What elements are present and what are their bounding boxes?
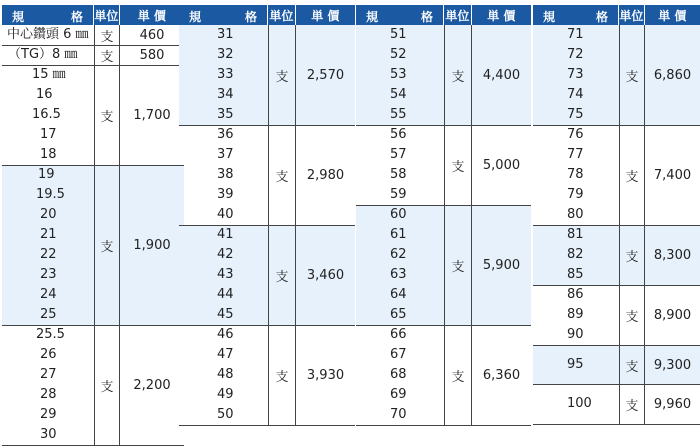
price-cell: 9,960 <box>644 385 700 424</box>
size-cell: 86 <box>567 287 584 302</box>
size-cell: 22 <box>40 247 57 262</box>
size-cell: 72 <box>567 47 584 62</box>
price-cell: 6,860 <box>644 25 700 125</box>
unit-cell: 支 <box>94 66 119 165</box>
unit-cell: 支 <box>619 346 644 384</box>
unit-cell: 支 <box>94 46 119 65</box>
size-cell: 68 <box>390 367 407 382</box>
header-price: 単 價 <box>487 8 516 23</box>
size-cell: 32 <box>217 47 234 62</box>
header-spec-left: 規 <box>189 10 202 24</box>
size-cell: 48 <box>217 367 234 382</box>
unit-cell: 支 <box>619 286 644 345</box>
size-cell: 24 <box>40 287 57 302</box>
size-cell: 44 <box>217 287 234 302</box>
size-cell: 42 <box>217 247 234 262</box>
unit-cell: 支 <box>94 166 119 325</box>
size-cell: 36 <box>217 127 234 142</box>
unit-cell: 支 <box>268 25 295 125</box>
table-header <box>2 5 184 25</box>
price-cell: 1,900 <box>119 166 184 325</box>
size-cell: 71 <box>567 27 584 42</box>
size-cell: 64 <box>390 287 407 302</box>
size-cell: 80 <box>567 207 584 222</box>
size-cell: 51 <box>390 27 407 42</box>
price-cell: 3,930 <box>295 326 355 425</box>
size-cell: 21 <box>40 227 57 242</box>
size-cell: 100 <box>567 396 592 411</box>
size-cell: 23 <box>40 267 57 282</box>
size-cell: 79 <box>567 187 584 202</box>
size-cell: 43 <box>217 267 234 282</box>
size-cell: 28 <box>40 387 57 402</box>
table-header <box>533 5 700 25</box>
unit-cell: 支 <box>619 226 644 285</box>
header-unit: 単位 <box>94 5 120 25</box>
size-cell: 18 <box>40 147 57 162</box>
size-cell: 61 <box>390 227 407 242</box>
price-cell: 6,360 <box>471 326 531 425</box>
header-spec-left: 規 <box>366 10 379 24</box>
price-cell: 3,460 <box>295 226 355 325</box>
unit-cell: 支 <box>268 126 295 225</box>
size-cell: 62 <box>390 247 407 262</box>
size-cell: 34 <box>217 87 234 102</box>
size-cell: 65 <box>390 307 407 322</box>
size-cell: 33 <box>217 67 234 82</box>
table-body <box>356 25 531 426</box>
unit-cell: 支 <box>444 25 471 125</box>
header-spec-right: 格 <box>244 10 257 24</box>
size-cell: 63 <box>390 267 407 282</box>
price-table-1 <box>2 5 184 446</box>
price-cell: 460 <box>119 25 184 45</box>
price-table-4 <box>533 5 700 425</box>
size-cell: 76 <box>567 127 584 142</box>
unit-cell: 支 <box>268 326 295 425</box>
size-cell: （TG）8 ㎜ <box>8 47 78 62</box>
size-cell: 49 <box>217 387 234 402</box>
size-cell: 19 <box>38 167 55 182</box>
size-cell: 30 <box>40 427 57 442</box>
size-cell: 35 <box>217 107 234 122</box>
size-cell: 37 <box>217 147 234 162</box>
size-cell: 78 <box>567 167 584 182</box>
size-cell: 26 <box>40 347 57 362</box>
size-cell: 81 <box>567 227 584 242</box>
header-spec <box>356 5 444 25</box>
size-cell: 25.5 <box>36 327 65 342</box>
size-cell: 20 <box>40 207 57 222</box>
unit-cell: 支 <box>444 206 471 325</box>
table-body <box>179 25 355 426</box>
size-cell: 66 <box>390 327 407 342</box>
size-cell: 15 ㎜ <box>32 67 66 82</box>
size-cell: 31 <box>217 27 234 42</box>
size-cell: 29 <box>40 407 57 422</box>
unit-cell: 支 <box>619 25 644 125</box>
header-spec <box>533 5 619 25</box>
unit-cell: 支 <box>268 226 295 325</box>
size-cell: 67 <box>390 347 407 362</box>
header-spec-right: 格 <box>420 10 433 24</box>
price-cell: 7,400 <box>644 126 700 225</box>
price-cell: 2,200 <box>119 326 184 445</box>
header-unit: 単位 <box>444 5 472 25</box>
unit-cell: 支 <box>444 326 471 425</box>
price-table-2 <box>179 5 355 426</box>
size-cell: 90 <box>567 327 584 342</box>
header-price: 単 價 <box>658 8 687 23</box>
header-spec-left: 規 <box>543 10 556 24</box>
size-cell: 40 <box>217 207 234 222</box>
size-cell: 95 <box>567 357 584 372</box>
header-spec-right: 格 <box>70 10 83 24</box>
size-cell: 39 <box>217 187 234 202</box>
unit-cell: 支 <box>94 326 119 445</box>
size-cell: 75 <box>567 107 584 122</box>
header-price: 単 價 <box>311 8 340 23</box>
size-cell: 55 <box>390 107 407 122</box>
price-cell: 9,300 <box>644 346 700 384</box>
size-cell: 85 <box>567 267 584 282</box>
size-cell: 45 <box>217 307 234 322</box>
header-spec <box>2 5 94 25</box>
size-cell: 17 <box>40 127 57 142</box>
price-cell: 2,570 <box>295 25 355 125</box>
table-header <box>356 5 531 25</box>
price-cell: 5,000 <box>471 126 531 205</box>
size-cell: 56 <box>390 127 407 142</box>
size-cell: 50 <box>217 407 234 422</box>
size-cell: 25 <box>40 307 57 322</box>
price-cell: 2,980 <box>295 126 355 225</box>
size-cell: 52 <box>390 47 407 62</box>
size-cell: 69 <box>390 387 407 402</box>
table-body <box>2 25 184 446</box>
price-cell: 8,900 <box>644 286 700 345</box>
size-cell: 38 <box>217 167 234 182</box>
size-cell: 中心鑽頭 6 ㎜ <box>7 27 89 42</box>
size-cell: 59 <box>390 187 407 202</box>
size-cell: 60 <box>390 207 407 222</box>
table-body <box>533 25 700 425</box>
size-cell: 89 <box>567 307 584 322</box>
table-header <box>179 5 355 25</box>
size-cell: 46 <box>217 327 234 342</box>
header-spec-right: 格 <box>595 10 608 24</box>
price-cell: 4,400 <box>471 25 531 125</box>
size-cell: 77 <box>567 147 584 162</box>
size-cell: 19.5 <box>36 187 65 202</box>
size-cell: 53 <box>390 67 407 82</box>
unit-cell: 支 <box>94 25 119 45</box>
header-unit: 単位 <box>268 5 296 25</box>
unit-cell: 支 <box>444 126 471 205</box>
size-cell: 82 <box>567 247 584 262</box>
size-cell: 16.5 <box>32 107 61 122</box>
size-cell: 57 <box>390 147 407 162</box>
header-spec-left: 規 <box>12 10 25 24</box>
size-cell: 54 <box>390 87 407 102</box>
header-spec <box>179 5 268 25</box>
size-cell: 73 <box>567 67 584 82</box>
unit-cell: 支 <box>619 126 644 225</box>
size-cell: 58 <box>390 167 407 182</box>
size-cell: 16 <box>36 87 53 102</box>
size-cell: 41 <box>217 227 234 242</box>
size-cell: 27 <box>40 367 57 382</box>
price-cell: 8,300 <box>644 226 700 285</box>
price-cell: 1,700 <box>119 66 184 165</box>
unit-cell: 支 <box>619 385 644 424</box>
header-unit: 単位 <box>619 5 645 25</box>
price-cell: 5,900 <box>471 206 531 325</box>
size-cell: 74 <box>567 87 584 102</box>
price-cell: 580 <box>119 46 184 65</box>
price-table-3 <box>356 5 531 426</box>
header-price: 単 價 <box>137 8 166 23</box>
size-cell: 70 <box>390 407 407 422</box>
size-cell: 47 <box>217 347 234 362</box>
